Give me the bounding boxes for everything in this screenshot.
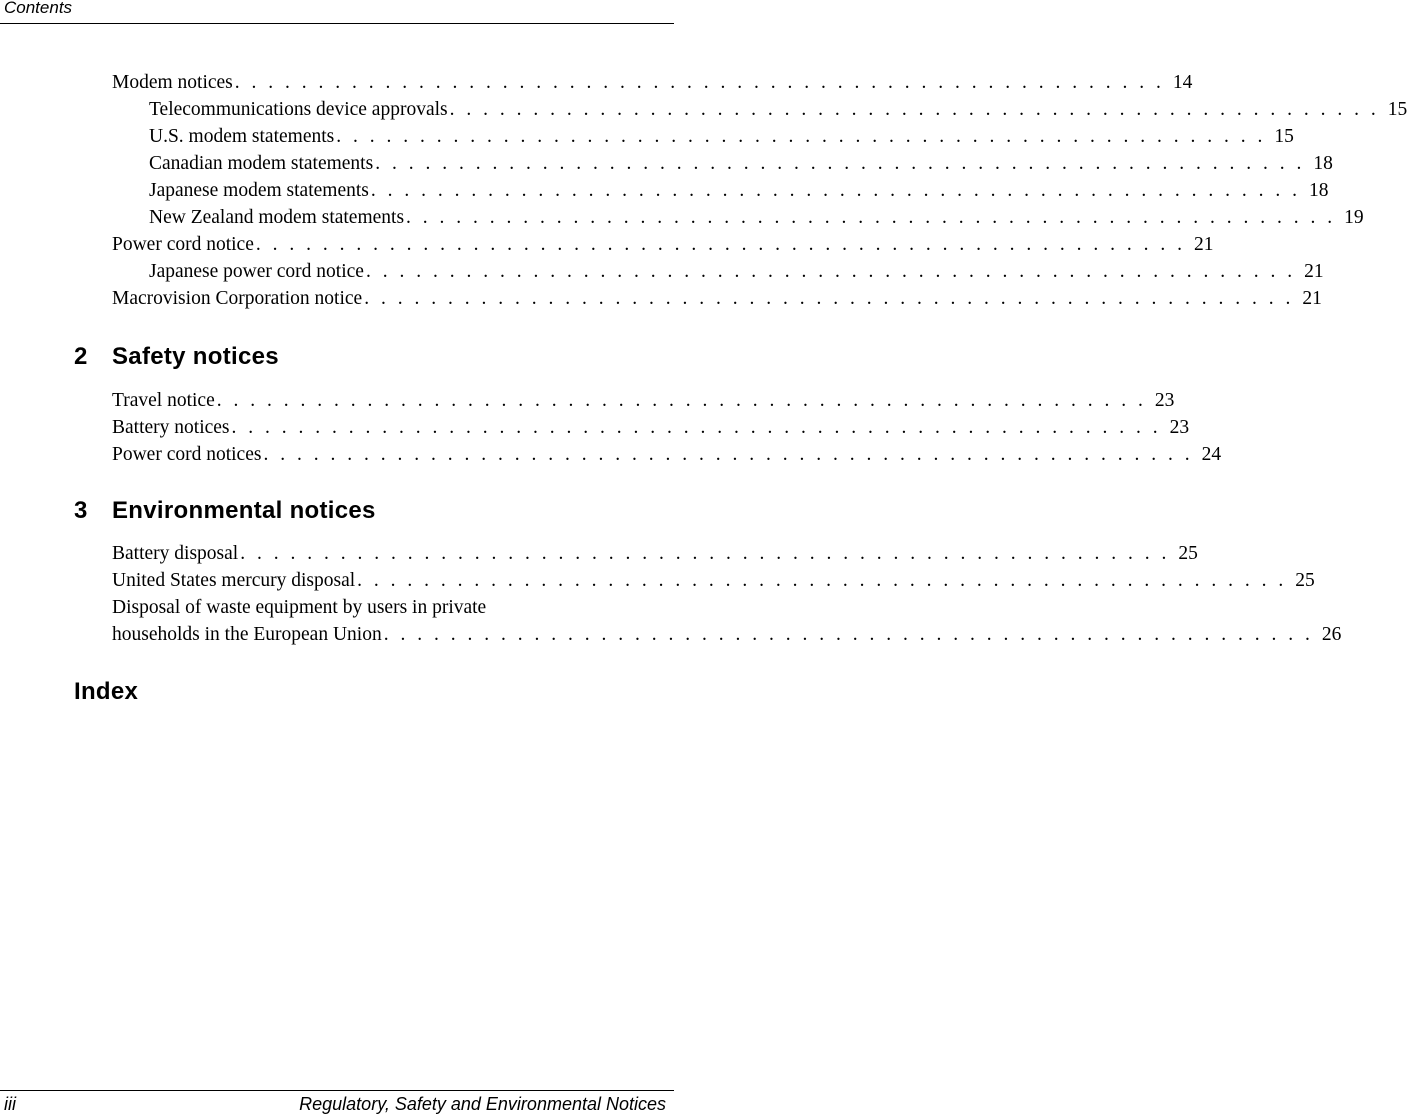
toc-entry-title: Macrovision Corporation notice xyxy=(112,288,363,309)
dot-leader: . . . . . . . . . . . . . . . . . . . . . . . . . . . . . . . . . . . . . . . . . . . . . . . . . . . . . . . . xyxy=(336,126,1266,147)
dot-leader: . . . . . . . . . . . . . . . . . . . . . . . . . . . . . . . . . . . . . . . . . . . . . . . . . . . . . . . . xyxy=(234,72,1165,93)
dot-leader: . . . . . . . . . . . . . . . . . . . . . . . . . . . . . . . . . . . . . . . . . . . . . . . . . . . . . . . . xyxy=(370,180,1301,201)
toc-entry-japanese-modem[interactable] xyxy=(149,177,1329,204)
toc-entry-title: households in the European Union xyxy=(112,624,382,645)
toc-entry-page: 25 xyxy=(1178,543,1198,564)
toc-entry-page: 15 xyxy=(1274,126,1294,147)
toc-entry-page: 18 xyxy=(1313,153,1333,174)
toc-entry-waste-disposal-line1[interactable]: Disposal of waste equipment by users in private xyxy=(112,597,487,618)
toc-entry-page: 25 xyxy=(1295,570,1315,591)
chapter-title: Safety notices xyxy=(112,343,279,370)
toc-entry-us-modem[interactable] xyxy=(149,123,1294,150)
dot-leader: . . . . . . . . . . . . . . . . . . . . . . . . . . . . . . . . . . . . . . . . . . . . . . . . . . . . . . . . xyxy=(231,417,1162,438)
toc-entry-page: 15 xyxy=(1387,99,1407,120)
chapter-heading-safety-notices[interactable] xyxy=(74,342,279,372)
toc-entry-page: 26 xyxy=(1321,624,1342,645)
toc-entry-title: Modem notices xyxy=(112,72,233,93)
dot-leader: . . . . . . . . . . . . . . . . . . . . . . . . . . . . . . . . . . . . . . . . . . . . . . . . . . . . . . . . xyxy=(240,543,1170,564)
dot-leader: . . . . . . . . . . . . . . . . . . . . . . . . . . . . . . . . . . . . . . . . . . . . . . . . . . . . . . . . xyxy=(383,624,1314,645)
toc-entry-title: Canadian modem statements xyxy=(149,153,374,174)
footer-book-title: Regulatory, Safety and Environmental Notices xyxy=(299,1094,666,1114)
toc-entry-modem-notices[interactable] xyxy=(112,69,1193,96)
toc-entry-waste-disposal[interactable] xyxy=(112,621,1342,648)
toc-entry-page: 18 xyxy=(1308,180,1329,201)
dot-leader: . . . . . . . . . . . . . . . . . . . . . . . . . . . . . . . . . . . . . . . . . . . . . . . . . . . . . . . . xyxy=(216,390,1147,411)
toc-entry-canadian-modem[interactable] xyxy=(149,150,1333,177)
running-header-title: Contents xyxy=(4,0,73,17)
toc-entry-page: 21 xyxy=(1304,261,1324,282)
toc-entry-travel-notice[interactable] xyxy=(112,387,1175,414)
toc-entry-nz-modem[interactable] xyxy=(149,204,1364,231)
toc-entry-title: Travel notice xyxy=(112,390,215,411)
toc-entry-title: United States mercury disposal xyxy=(112,570,356,591)
toc-entry-macrovision[interactable] xyxy=(112,285,1322,312)
index-heading[interactable]: Index xyxy=(74,678,139,705)
dot-leader: . . . . . . . . . . . . . . . . . . . . . . . . . . . . . . . . . . . . . . . . . . . . . . . . . . . . . . . . xyxy=(357,570,1287,591)
toc-entry-title: Power cord notices xyxy=(112,444,262,465)
toc-entry-power-cord-notice[interactable] xyxy=(112,231,1214,258)
toc-entry-battery-notices[interactable] xyxy=(112,414,1190,441)
toc-entry-page: 24 xyxy=(1201,444,1222,465)
toc-entry-page: 21 xyxy=(1194,234,1214,255)
toc-entry-title: New Zealand modem statements xyxy=(149,207,405,228)
chapter-heading-environmental-notices[interactable] xyxy=(74,496,376,526)
header-rule xyxy=(0,23,674,24)
toc-entry-mercury-disposal[interactable] xyxy=(112,567,1315,594)
toc-entry-battery-disposal[interactable] xyxy=(112,540,1198,567)
chapter-number: 3 xyxy=(74,497,88,524)
dot-leader: . . . . . . . . . . . . . . . . . . . . . . . . . . . . . . . . . . . . . . . . . . . . . . . . . . . . . . . . xyxy=(449,99,1380,120)
toc-entry-title: Battery notices xyxy=(112,417,230,438)
toc-entry-page: 19 xyxy=(1344,207,1364,228)
toc-entry-title: Power cord notice xyxy=(112,234,254,255)
toc-entry-telecom-approvals[interactable] xyxy=(149,96,1407,123)
toc-entry-japanese-power-cord[interactable] xyxy=(149,258,1324,285)
toc-entry-page: 21 xyxy=(1302,288,1322,309)
footer-rule xyxy=(0,1090,674,1091)
footer-page-number: iii xyxy=(4,1094,16,1114)
dot-leader: . . . . . . . . . . . . . . . . . . . . . . . . . . . . . . . . . . . . . . . . . . . . . . . . . . . . . . . . xyxy=(375,153,1305,174)
toc-entry-page: 14 xyxy=(1172,72,1193,93)
toc-entry-page: 23 xyxy=(1154,390,1175,411)
chapter-title: Environmental notices xyxy=(112,497,376,524)
chapter-number: 2 xyxy=(74,343,88,370)
toc-entry-title: Japanese modem statements xyxy=(149,180,369,201)
dot-leader: . . . . . . . . . . . . . . . . . . . . . . . . . . . . . . . . . . . . . . . . . . . . . . . . . . . . . . . . xyxy=(406,207,1336,228)
toc-entry-page: 23 xyxy=(1169,417,1190,438)
toc-entry-title: U.S. modem statements xyxy=(149,126,335,147)
toc-entry-title: Telecommunications device approvals xyxy=(149,99,448,120)
toc-entry-title: Japanese power cord notice xyxy=(149,261,364,282)
dot-leader: . . . . . . . . . . . . . . . . . . . . . . . . . . . . . . . . . . . . . . . . . . . . . . . . . . . . . . . . xyxy=(263,444,1194,465)
dot-leader: . . . . . . . . . . . . . . . . . . . . . . . . . . . . . . . . . . . . . . . . . . . . . . . . . . . . . . . . xyxy=(365,261,1296,282)
dot-leader: . . . . . . . . . . . . . . . . . . . . . . . . . . . . . . . . . . . . . . . . . . . . . . . . . . . . . . . . xyxy=(255,234,1186,255)
toc-entry-power-cord-notices[interactable] xyxy=(112,441,1222,468)
dot-leader: . . . . . . . . . . . . . . . . . . . . . . . . . . . . . . . . . . . . . . . . . . . . . . . . . . . . . . . . xyxy=(364,288,1294,309)
toc-entry-title: Battery disposal xyxy=(112,543,239,564)
